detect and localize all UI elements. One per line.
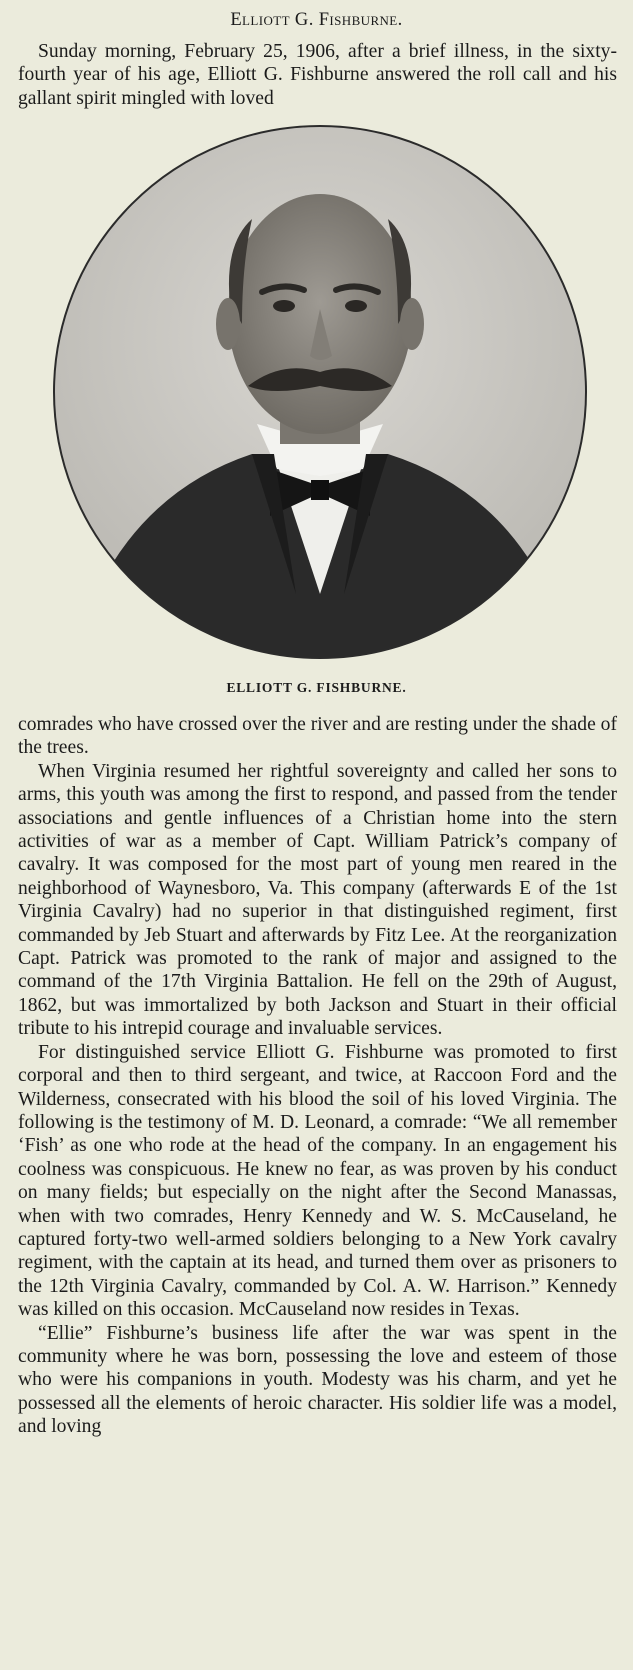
paragraph-2: For distinguished service Elliott G. Fishburne was promoted to first corporal and then to third sergeant, and twice, at Raccoon Ford and the Wilderness, consecrated with his blood the soil of his loved Virginia. The following is the testimony of M. D. Leonard, a comrade: “We all remember ‘Fish’ as one who rode at the head of the company. In an engagement his coolness was conspicuous. He knew no fear, as was proven by his conduct on many fields; but especially on the night after the Second Manassas, when with two comrades, Henry Kennedy and W. S. McCauseland, he captured forty-two well-armed soldiers belonging to a New York cavalry regiment, with the captain at its head, and turned them over as prisoners to the 12th Virginia Cavalry, commanded by Col. A. W. Harrison.” Kennedy was killed on this occasion. McCauseland now resides in Texas. (18, 1041, 617, 1321)
paragraph-3: “Ellie” Fishburne’s business life after the war was spent in the community where he was born, possessing the love and esteem of those who were his companions in youth. Modesty was his charm, and yet he possessed all the elements of heroic character. His soldier life was a model, and loving (18, 1322, 617, 1438)
portrait-caption: ELLIOTT G. FISHBURNE. (226, 680, 407, 695)
portrait-photo (52, 124, 588, 660)
article-title: Elliott G. Fishburne. (230, 10, 403, 30)
continuation-paragraph: comrades who have crossed over the river and are resting under the shade of the trees. (18, 714, 618, 759)
intro-block (18, 40, 617, 110)
body-block (18, 713, 617, 1439)
paragraph-1: When Virginia resumed her rightful sovereignty and called her sons to arms, this youth was among the first to respond, and passed from the tender associations and gentle influences of a Christian home into the stern activities of war as a member of Capt. William Patrick’s company of cavalry. It was composed for the most part of young men reared in the neighborhood of Waynesboro, Va. This company (afterwards E of the 1st Virginia Cavalry) had no superior in that distinguished regiment, first commanded by Jeb Stuart and afterwards by Fitz Lee. At the reorganization Capt. Patrick was promoted to the rank of major and assigned to the command of the 17th Virginia Battalion. He fell on the 29th of August, 1862, but was immortalized by both Jackson and Stuart in their official tribute to his intrepid courage and invaluable services. (18, 760, 617, 1040)
intro-paragraph: Sunday morning, February 25, 1906, after a brief illness, in the sixty-fourth year of his age, Elliott G. Fishburne answered the roll call and his gallant spirit mingled with loved (18, 41, 617, 109)
